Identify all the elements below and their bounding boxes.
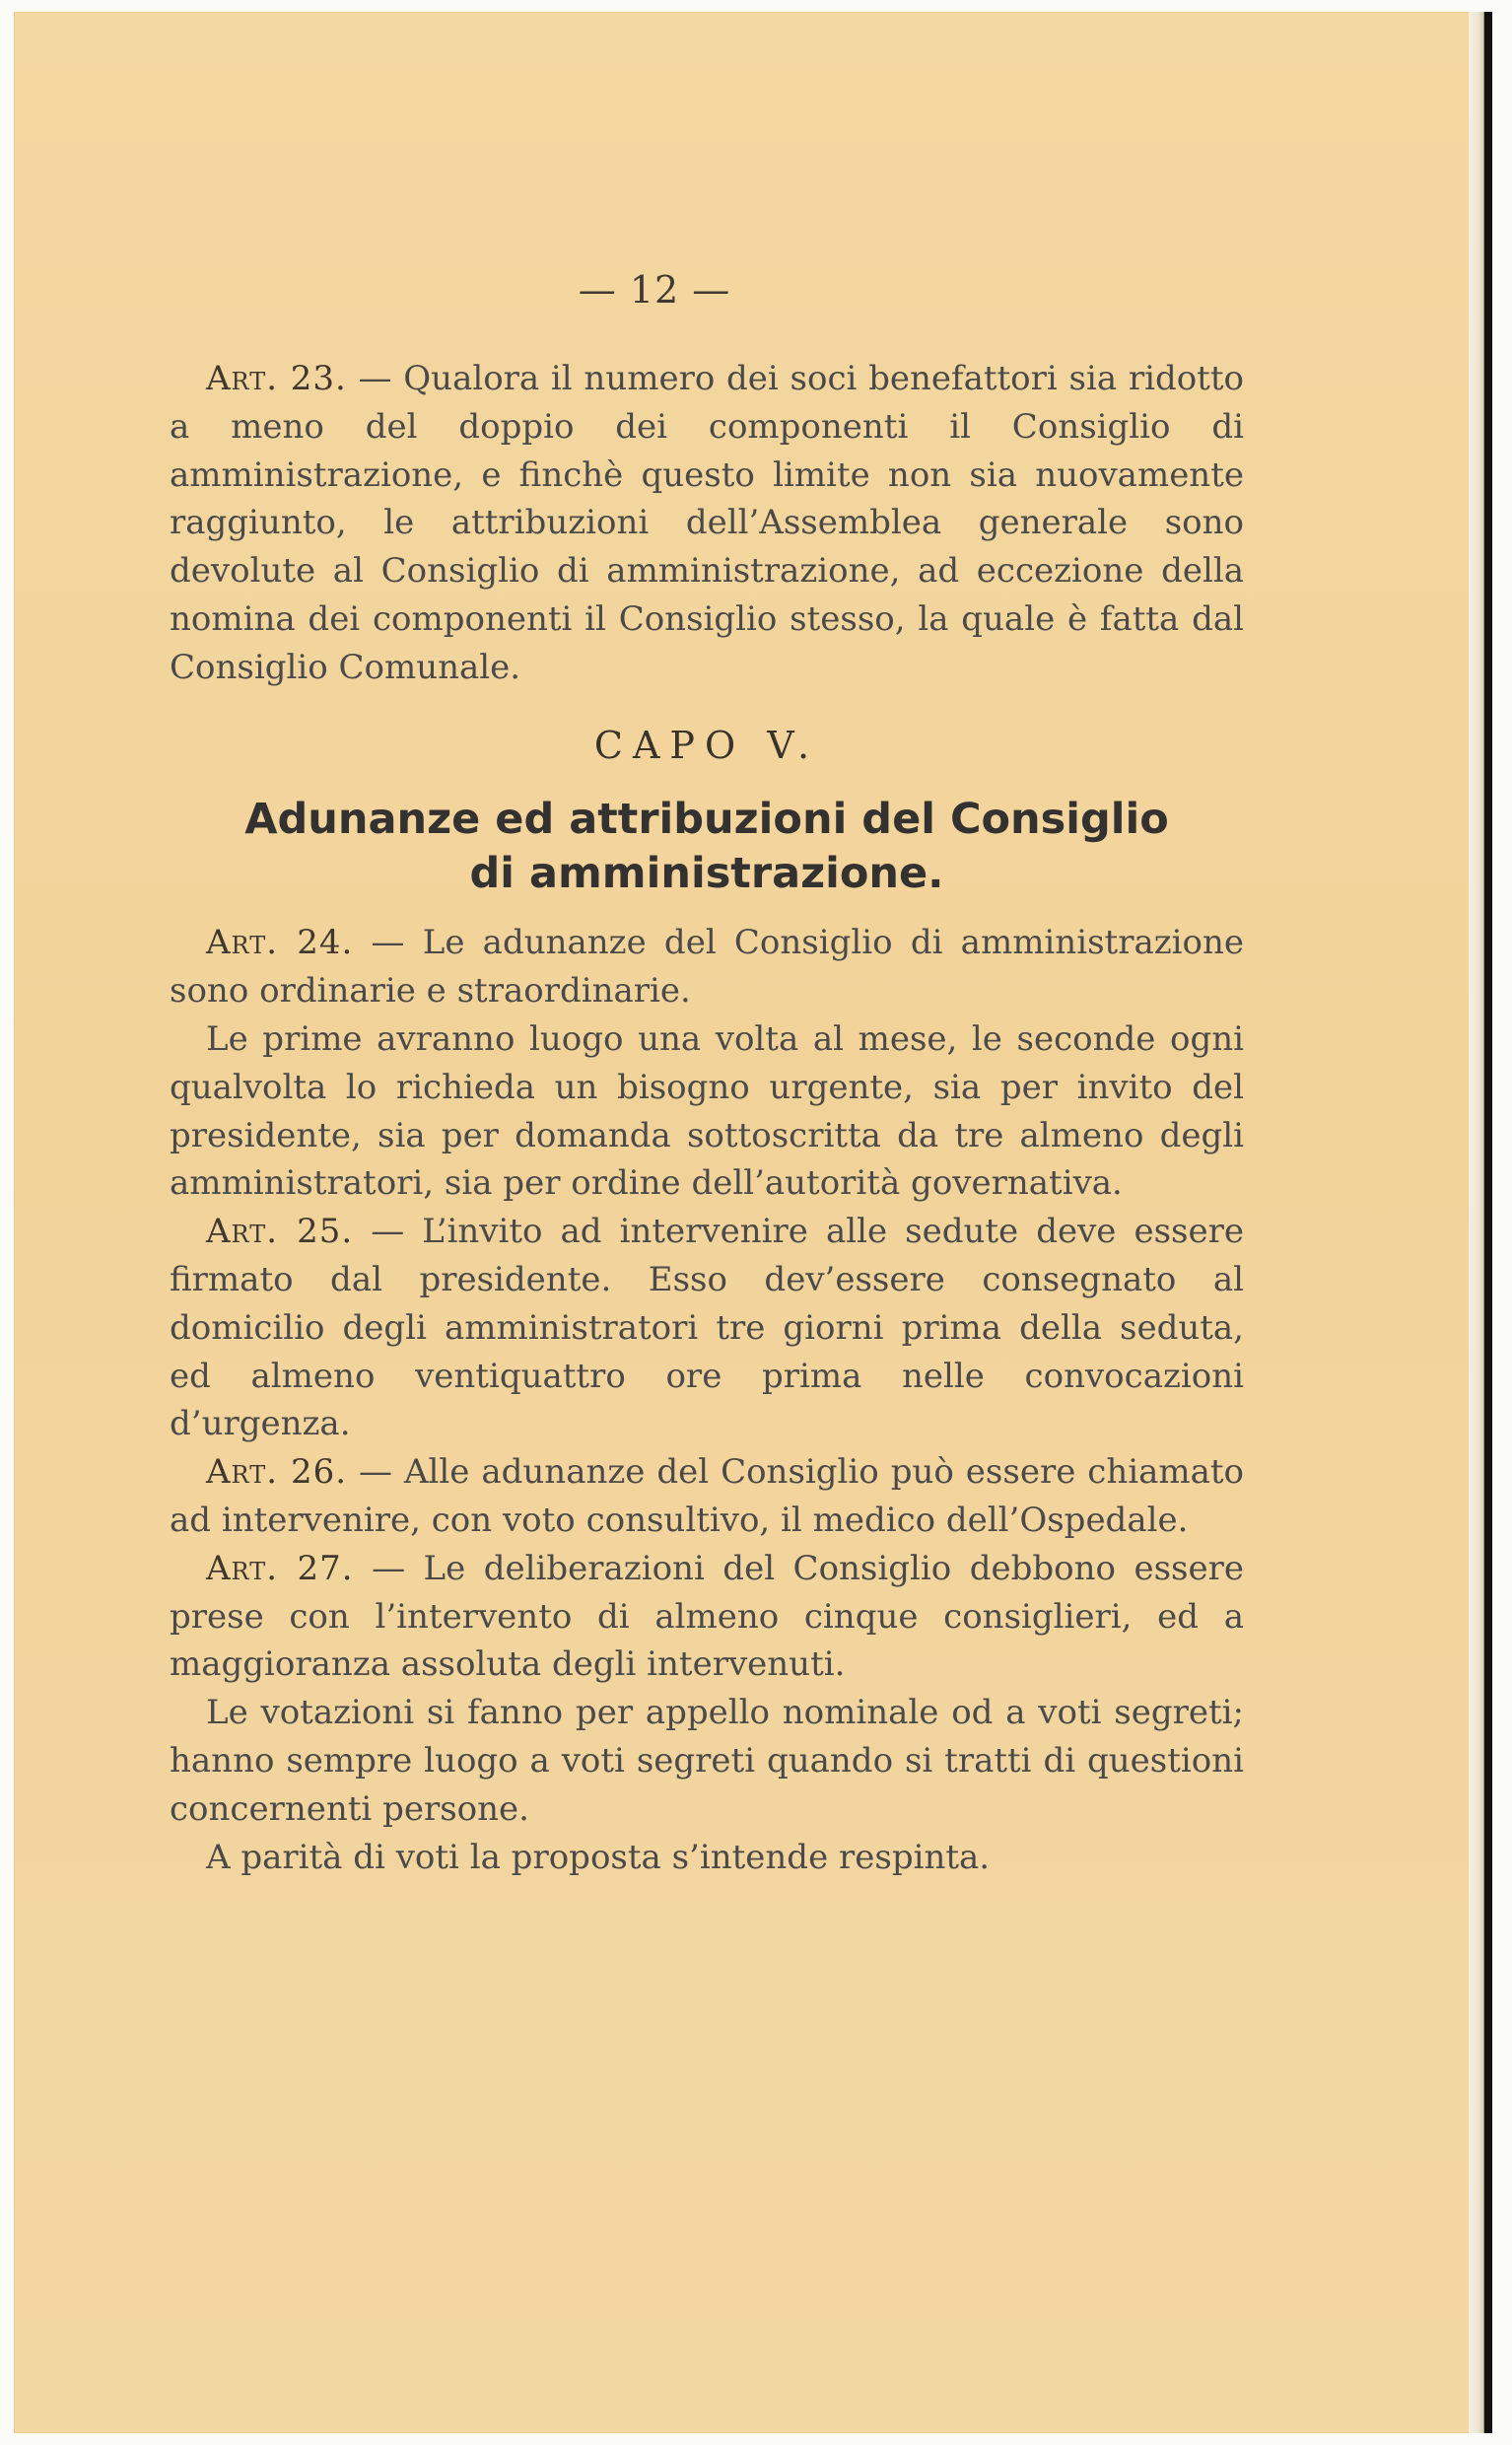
section-title-line-2: di amministrazione. bbox=[469, 849, 944, 899]
article-27-text: — Le deliberazioni del Consiglio debbono essere prese con l’intervento di almeno cinque consiglieri, ed a maggioranza assoluta degli intervenuti. bbox=[170, 1548, 1244, 1685]
document-page bbox=[14, 12, 1492, 2433]
page-number: — 12 — bbox=[578, 268, 731, 312]
page-content bbox=[170, 355, 1244, 1881]
article-27-tie: A parità di voti la proposta s’intende respinta. bbox=[206, 1837, 991, 1877]
article-25-label: Art. 25. bbox=[206, 1212, 354, 1252]
article-27-label: Art. 27. bbox=[206, 1548, 354, 1588]
article-24-text: — Le adunanze del Consiglio di amministrazione sono ordinarie e straordinarie. bbox=[170, 923, 1244, 1012]
article-27 bbox=[170, 1545, 1244, 1689]
section-title bbox=[170, 793, 1244, 901]
chapter-heading: CAPO V. bbox=[593, 723, 820, 767]
article-25-text: — L’invito ad intervenire alle sedute deve essere firmato dal presidente. Esso dev’essere consegnato al domicilio degli amministratori tre giorni prima della seduta, ed almeno ventiquattro ore prima nelle convocazioni d’urgenza. bbox=[170, 1212, 1244, 1444]
article-26-label: Art. 26. bbox=[206, 1452, 348, 1493]
article-23 bbox=[170, 355, 1244, 692]
book-spine-edge bbox=[1469, 12, 1492, 2433]
article-24-continuation: Le prime avranno luogo una volta al mese, le seconde ogni qualvolta lo richieda un bisogno urgente, sia per invito del presidente, sia per domanda sottoscritta da tre almeno degli amministratori, sia per ordine dell’autorità governativa. bbox=[170, 1018, 1244, 1204]
article-26-text: — Alle adunanze del Consiglio può essere chiamato ad intervenire, con voto consultivo, il medico dell’Ospedale. bbox=[170, 1452, 1245, 1540]
article-23-text: — Qualora il numero dei soci benefattori sia ridotto a meno del doppio dei componenti il Consiglio di amministrazione, e finchè questo limite non sia nuovamente raggiunto, le attribuzioni dell’Assemblea generale sono devolute al Consiglio di amministrazione, ad eccezione della nomina dei componenti il Consiglio stesso, la quale è fatta dal Consiglio Comunale. bbox=[170, 359, 1244, 687]
article-24 bbox=[170, 919, 1244, 1015]
section-title-line-1: Adunanze ed attribuzioni del Consiglio bbox=[244, 795, 1169, 845]
article-27-votes: Le votazioni si fanno per appello nominale od a voti segreti; hanno sempre luogo a voti segreti quando si tratti di questioni concernenti persone. bbox=[170, 1693, 1244, 1829]
article-26 bbox=[170, 1448, 1244, 1545]
article-23-label: Art. 23. bbox=[206, 359, 347, 398]
article-24-label: Art. 24. bbox=[206, 923, 354, 963]
article-25 bbox=[170, 1208, 1244, 1448]
